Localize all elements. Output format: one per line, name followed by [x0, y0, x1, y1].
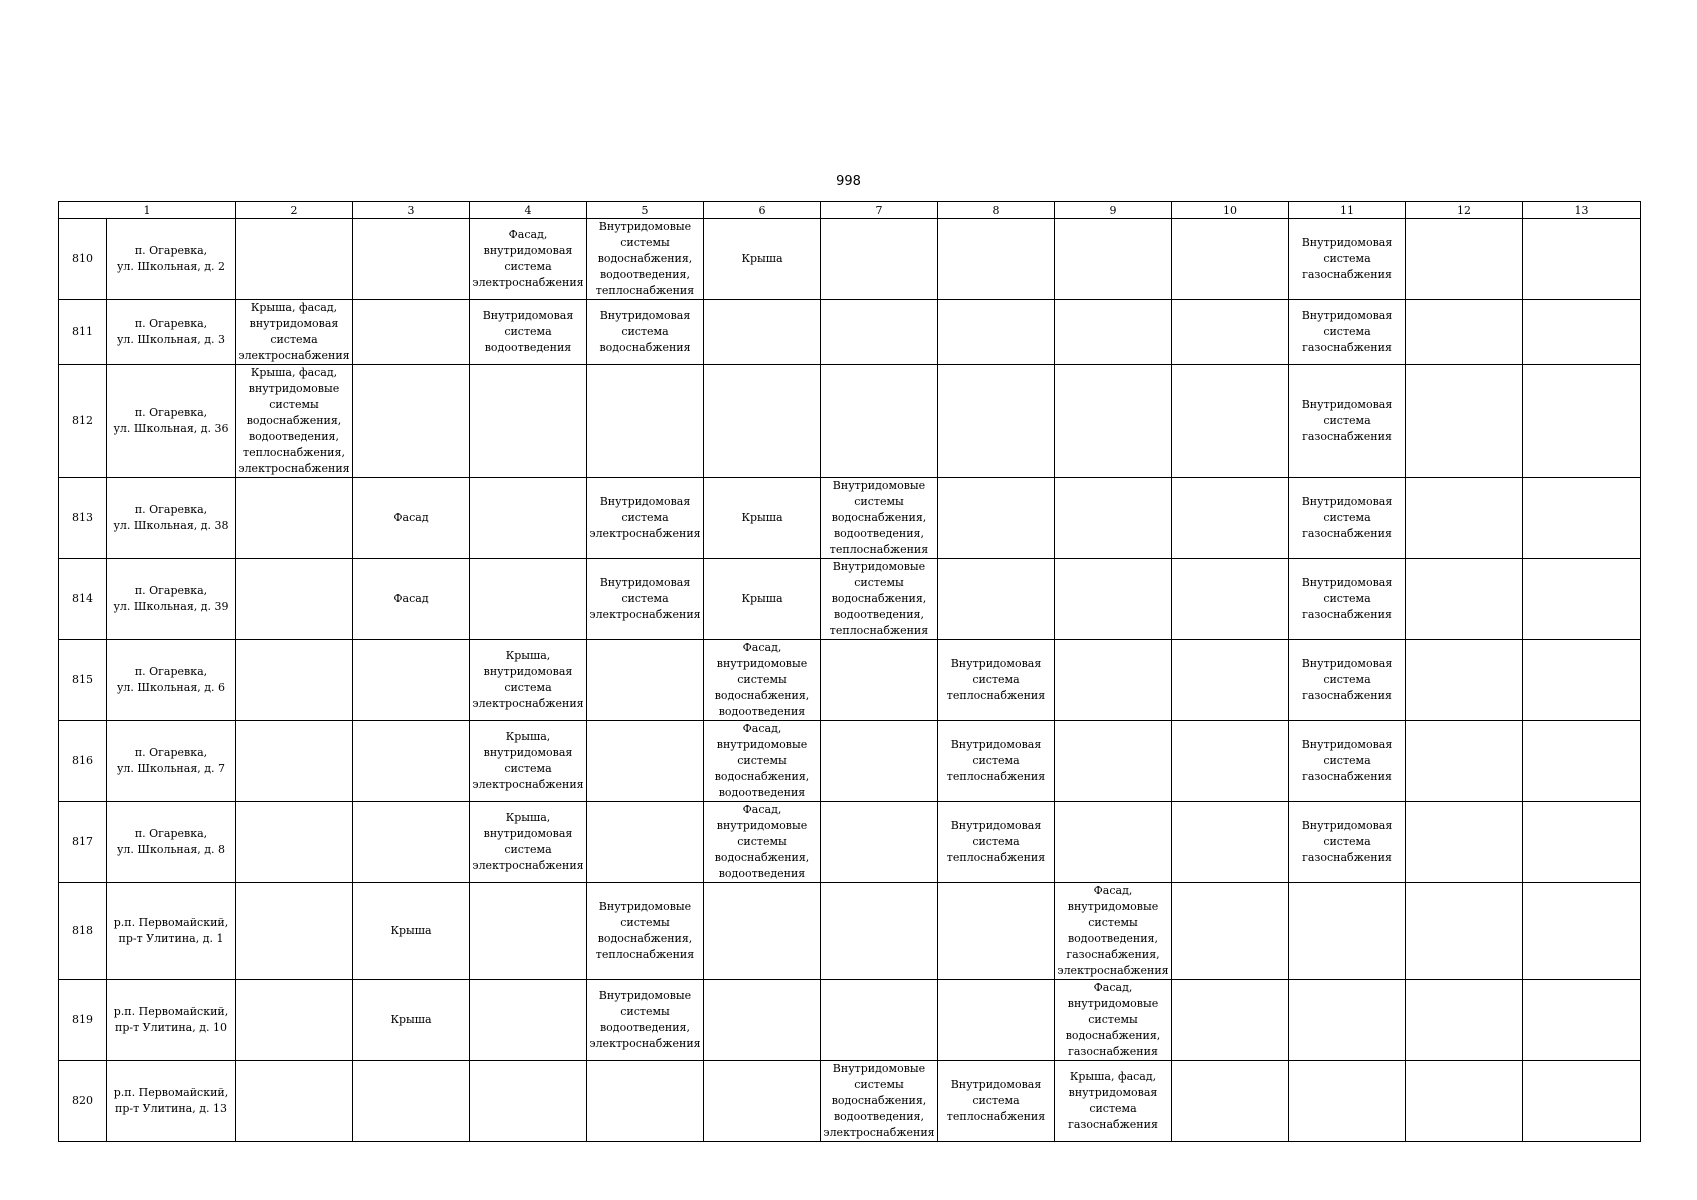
work-cell: Внутридомовые системы водоснабжения, водоотведения, теплоснабжения: [587, 219, 704, 300]
work-cell: Внутридомовая система водоотведения: [470, 300, 587, 365]
work-cell: [1289, 980, 1406, 1061]
work-cell: [353, 365, 470, 478]
work-cell: [1172, 559, 1289, 640]
work-cell: [1289, 1061, 1406, 1142]
work-cell: Крыша: [353, 883, 470, 980]
work-cell: [1406, 365, 1523, 478]
address-cell: р.п. Первомайский, пр-т Улитина, д. 10: [107, 980, 236, 1061]
table-row: [59, 802, 1641, 883]
work-cell: Внутридомовые системы водоотведения, электроснабжения: [587, 980, 704, 1061]
address-cell: п. Огаревка, ул. Школьная, д. 8: [107, 802, 236, 883]
address-cell: п. Огаревка, ул. Школьная, д. 36: [107, 365, 236, 478]
work-cell: Крыша: [704, 478, 821, 559]
work-cell: [1172, 1061, 1289, 1142]
row-number: 811: [59, 300, 107, 365]
table-row: [59, 980, 1641, 1061]
work-cell: [353, 219, 470, 300]
work-cell: [1172, 980, 1289, 1061]
work-cell: [1523, 883, 1641, 980]
work-cell: [470, 559, 587, 640]
work-cell: [1406, 559, 1523, 640]
work-cell: Внутридомовая система электроснабжения: [587, 559, 704, 640]
header-cell: 9: [1055, 202, 1172, 219]
work-cell: Фасад, внутридомовые системы водоотведения, газоснабжения, электроснабжения: [1055, 883, 1172, 980]
work-cell: [470, 365, 587, 478]
work-cell: [353, 640, 470, 721]
work-cell: Крыша: [353, 980, 470, 1061]
work-cell: [1172, 802, 1289, 883]
work-cell: [704, 980, 821, 1061]
work-cell: [1406, 1061, 1523, 1142]
work-cell: Внутридомовая система теплоснабжения: [938, 802, 1055, 883]
address-cell: п. Огаревка, ул. Школьная, д. 3: [107, 300, 236, 365]
row-number: 815: [59, 640, 107, 721]
work-cell: [1289, 883, 1406, 980]
work-cell: Внутридомовая система газоснабжения: [1289, 478, 1406, 559]
work-cell: Крыша: [704, 219, 821, 300]
work-cell: [353, 802, 470, 883]
work-cell: [353, 300, 470, 365]
work-cell: [704, 883, 821, 980]
header-cell: 11: [1289, 202, 1406, 219]
work-cell: [587, 721, 704, 802]
header-cell: 12: [1406, 202, 1523, 219]
header-cell: 6: [704, 202, 821, 219]
table-row: [59, 883, 1641, 980]
header-cell: 7: [821, 202, 938, 219]
work-cell: [938, 300, 1055, 365]
work-cell: [1406, 478, 1523, 559]
header-cell: 1: [59, 202, 236, 219]
table-row: [59, 478, 1641, 559]
work-cell: [1055, 365, 1172, 478]
row-number: 816: [59, 721, 107, 802]
work-cell: Внутридомовые системы водоснабжения, водоотведения, теплоснабжения: [821, 559, 938, 640]
work-cell: [1172, 219, 1289, 300]
work-cell: [236, 478, 353, 559]
address-cell: п. Огаревка, ул. Школьная, д. 2: [107, 219, 236, 300]
work-cell: [470, 1061, 587, 1142]
row-number: 814: [59, 559, 107, 640]
work-cell: Внутридомовые системы водоснабжения, теплоснабжения: [587, 883, 704, 980]
address-cell: р.п. Первомайский, пр-т Улитина, д. 13: [107, 1061, 236, 1142]
work-cell: [1055, 219, 1172, 300]
work-cell: [821, 802, 938, 883]
work-cell: Внутридомовая система газоснабжения: [1289, 300, 1406, 365]
work-cell: [1523, 640, 1641, 721]
work-cell: [1172, 640, 1289, 721]
work-cell: [1523, 300, 1641, 365]
work-cell: [236, 1061, 353, 1142]
work-cell: [236, 802, 353, 883]
header-cell: 3: [353, 202, 470, 219]
work-cell: Внутридомовая система газоснабжения: [1289, 365, 1406, 478]
work-cell: [938, 980, 1055, 1061]
table-row: [59, 219, 1641, 300]
header-cell: 5: [587, 202, 704, 219]
work-cell: [938, 478, 1055, 559]
work-cell: Крыша, внутридомовая система электроснабжения: [470, 802, 587, 883]
work-cell: [821, 980, 938, 1061]
work-cell: [236, 559, 353, 640]
work-cell: [821, 365, 938, 478]
table-row: [59, 1061, 1641, 1142]
work-cell: Внутридомовые системы водоснабжения, водоотведения, теплоснабжения: [821, 478, 938, 559]
work-cell: Крыша, фасад, внутридомовая система газоснабжения: [1055, 1061, 1172, 1142]
work-cell: [587, 365, 704, 478]
address-cell: п. Огаревка, ул. Школьная, д. 7: [107, 721, 236, 802]
work-cell: [353, 1061, 470, 1142]
work-cell: [1523, 802, 1641, 883]
work-cell: [1172, 883, 1289, 980]
work-cell: [1172, 721, 1289, 802]
repair-schedule-table: [58, 201, 1641, 1142]
work-cell: [236, 883, 353, 980]
row-number: 810: [59, 219, 107, 300]
work-cell: [1523, 478, 1641, 559]
row-number: 817: [59, 802, 107, 883]
work-cell: Фасад, внутридомовые системы водоснабжения, газоснабжения: [1055, 980, 1172, 1061]
row-number: 818: [59, 883, 107, 980]
work-cell: Фасад: [353, 478, 470, 559]
work-cell: [1055, 802, 1172, 883]
work-cell: Внутридомовая система водоснабжения: [587, 300, 704, 365]
work-cell: [704, 365, 821, 478]
address-cell: п. Огаревка, ул. Школьная, д. 38: [107, 478, 236, 559]
table-row: [59, 365, 1641, 478]
work-cell: [1055, 559, 1172, 640]
row-number: 819: [59, 980, 107, 1061]
work-cell: Фасад: [353, 559, 470, 640]
work-cell: [1055, 721, 1172, 802]
table-row: [59, 721, 1641, 802]
work-cell: Крыша, фасад, внутридомовые системы водоснабжения, водоотведения, теплоснабжения, электроснабжения: [236, 365, 353, 478]
work-cell: [821, 300, 938, 365]
work-cell: [1523, 559, 1641, 640]
work-cell: [821, 640, 938, 721]
work-cell: [236, 980, 353, 1061]
work-cell: [1406, 640, 1523, 721]
work-cell: [470, 980, 587, 1061]
work-cell: [1523, 1061, 1641, 1142]
work-cell: Крыша: [704, 559, 821, 640]
row-number: 820: [59, 1061, 107, 1142]
header-cell: 2: [236, 202, 353, 219]
work-cell: [1406, 802, 1523, 883]
work-cell: [1406, 721, 1523, 802]
header-cell: 4: [470, 202, 587, 219]
work-cell: [938, 219, 1055, 300]
work-cell: Внутридомовые системы водоснабжения, водоотведения, электроснабжения: [821, 1061, 938, 1142]
work-cell: [1406, 300, 1523, 365]
work-cell: [236, 721, 353, 802]
work-cell: Фасад, внутридомовые системы водоснабжения, водоотведения: [704, 721, 821, 802]
table-row: [59, 640, 1641, 721]
work-cell: [1172, 365, 1289, 478]
table-body: [59, 202, 1641, 1142]
work-cell: [1406, 980, 1523, 1061]
work-cell: [1055, 300, 1172, 365]
work-cell: [470, 478, 587, 559]
work-cell: [1523, 980, 1641, 1061]
table-row: [59, 300, 1641, 365]
work-cell: [1055, 640, 1172, 721]
table-row: [59, 559, 1641, 640]
work-cell: Внутридомовая система газоснабжения: [1289, 802, 1406, 883]
header-cell: 8: [938, 202, 1055, 219]
work-cell: Внутридомовая система газоснабжения: [1289, 559, 1406, 640]
work-cell: [938, 365, 1055, 478]
work-cell: Крыша, внутридомовая система электроснабжения: [470, 721, 587, 802]
work-cell: Фасад, внутридомовые системы водоснабжения, водоотведения: [704, 640, 821, 721]
work-cell: [1406, 883, 1523, 980]
work-cell: [587, 640, 704, 721]
page-number: 998: [836, 174, 861, 189]
header-cell: 13: [1523, 202, 1641, 219]
row-number: 813: [59, 478, 107, 559]
row-number: 812: [59, 365, 107, 478]
header-row: [59, 202, 1641, 219]
work-cell: Фасад, внутридомовая система электроснабжения: [470, 219, 587, 300]
work-cell: [1055, 478, 1172, 559]
work-cell: [353, 721, 470, 802]
work-cell: [938, 559, 1055, 640]
work-cell: Внутридомовая система теплоснабжения: [938, 721, 1055, 802]
work-cell: Внутридомовая система газоснабжения: [1289, 219, 1406, 300]
work-cell: [587, 1061, 704, 1142]
work-cell: [938, 883, 1055, 980]
work-cell: [470, 883, 587, 980]
work-cell: Фасад, внутридомовые системы водоснабжения, водоотведения: [704, 802, 821, 883]
address-cell: р.п. Первомайский, пр-т Улитина, д. 1: [107, 883, 236, 980]
header-cell: 10: [1172, 202, 1289, 219]
work-cell: [1172, 300, 1289, 365]
work-cell: [821, 219, 938, 300]
work-cell: [236, 219, 353, 300]
work-cell: Внутридомовая система электроснабжения: [587, 478, 704, 559]
work-cell: Внутридомовая система теплоснабжения: [938, 1061, 1055, 1142]
work-cell: [1523, 219, 1641, 300]
work-cell: [704, 1061, 821, 1142]
work-cell: [704, 300, 821, 365]
work-cell: [821, 721, 938, 802]
work-cell: [1523, 365, 1641, 478]
work-cell: [821, 883, 938, 980]
address-cell: п. Огаревка, ул. Школьная, д. 6: [107, 640, 236, 721]
work-cell: [1172, 478, 1289, 559]
address-cell: п. Огаревка, ул. Школьная, д. 39: [107, 559, 236, 640]
work-cell: Внутридомовая система газоснабжения: [1289, 640, 1406, 721]
work-cell: Внутридомовая система газоснабжения: [1289, 721, 1406, 802]
work-cell: [236, 640, 353, 721]
work-cell: Крыша, фасад, внутридомовая система электроснабжения: [236, 300, 353, 365]
work-cell: Крыша, внутридомовая система электроснабжения: [470, 640, 587, 721]
work-cell: [1523, 721, 1641, 802]
work-cell: [587, 802, 704, 883]
work-cell: [1406, 219, 1523, 300]
work-cell: Внутридомовая система теплоснабжения: [938, 640, 1055, 721]
